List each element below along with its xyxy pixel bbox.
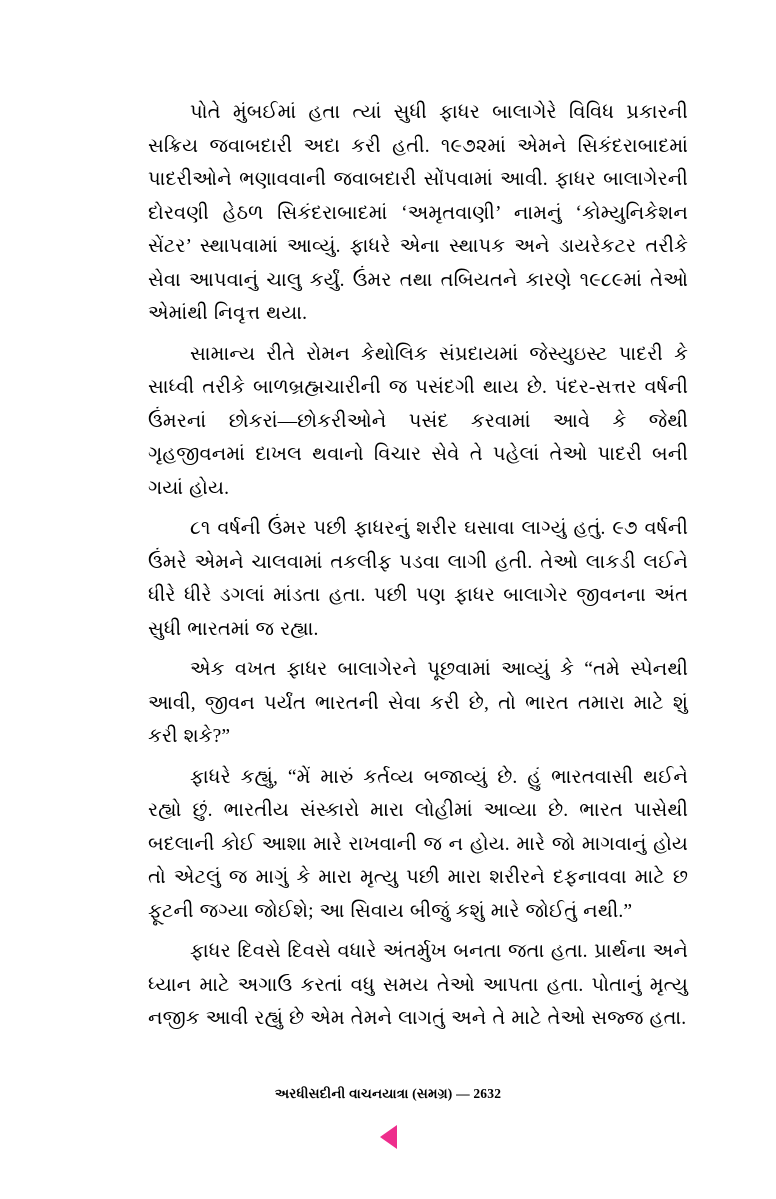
page-body-text [148, 96, 688, 1036]
paragraph: ફાધરે કહ્યું, “મેં મારું કર્તવ્ય બજાવ્યું છે. હું ભારતવાસી થઈને રહ્યો છું. ભારતીય સંસ્કારો મારા લોહીમાં આવ્યા છે. ભારત પાસેથી બદલાની કોઈ આશા મારે રાખવાની જ ન હોય. મારે જો માગવાનું હોય તો એટલું જ માગું કે મારા મૃત્યુ પછી મારા શરીરને દફનાવવા માટે છ ફૂટની જગ્યા જોઈશે; આ સિવાય બીજું કશું મારે જોઈતું નથી.” [148, 766, 688, 922]
page-navigation [0, 1125, 776, 1154]
paragraph: ૮૧ વર્ષની ઉંમર પછી ફાધરનું શરીર ઘસાવા લાગ્યું હતું. ૯૭ વર્ષની ઉંમરે એમને ચાલવામાં તકલીફ પડવા લાગી હતી. તેઓ લાકડી લઈને ધીરે ધીરે ડગલાં માંડતા હતા. પછી પણ ફાધર બાલાગેર જીવનના અંત સુધી ભારતમાં જ રહ્યા. [148, 518, 688, 640]
paragraph: સામાન્ય રીતે રોમન કેથોલિક સંપ્રદાયમાં જેસ્યુઇસ્ટ પાદરી કે સાધ્વી તરીકે બાળબ્રહ્મચારીની જ પસંદગી થાય છે. પંદર-સત્તર વર્ષની ઉંમરનાં છોકરાં—છોકરીઓને પસંદ કરવામાં આવે કે જેથી ગૃહજીવનમાં દાખલ થવાનો વિચાર સેવે તે પહેલાં તેઓ પાદરી બની ગયાં હોય. [148, 343, 688, 499]
page-footer [0, 1085, 776, 1103]
footer-title-and-page-number: અરધીસદીની વાચનયાત્રા (સમગ્ર) — 2632 [274, 1086, 502, 1101]
paragraph: પોતે મુંબઈમાં હતા ત્યાં સુધી ફાધર બાલાગેરે વિવિધ પ્રકારની સક્રિય જવાબદારી અદા કરી હતી. ૧૯૭૨માં એમને સિકંદરાબાદમાં પાદરીઓને ભણાવવાની જવાબદારી સોંપવામાં આવી. ફાધર બાલાગેરની દોરવણી હેઠળ સિકંદરાબાદમાં ‘અમૃતવાણી’ નામનું ‘કોમ્યુનિકેશન સેંટર’ સ્થાપવામાં આવ્યું. ફાધરે એના સ્થાપક અને ડાયરેકટર તરીકે સેવા આપવાનું ચાલુ કર્યું. ઉંમર તથા તબિયતને કારણે ૧૯૮૯માં તેઓ એમાંથી નિવૃત્ત થયા. [148, 102, 688, 324]
paragraph: એક વખત ફાધર બાલાગેરને પૂછવામાં આવ્યું કે “તમે સ્પેનથી આવી, જીવન પર્યંત ભારતની સેવા કરી છે, તો ભારત તમારા માટે શું કરી શકે?” [148, 659, 688, 747]
paragraph: ફાધર દિવસે દિવસે વધારે અંતર્મુખ બનતા જતા હતા. પ્રાર્થના અને ધ્યાન માટે અગાઉ કરતાં વધુ સમય તેઓ આપતા હતા. પોતાનું મૃત્યુ નજીક આવી રહ્યું છે એમ તેમને લાગતું અને તે માટે તેઓ સજ્જ હતા. [148, 941, 688, 1029]
previous-page-triangle-icon[interactable] [380, 1125, 397, 1149]
